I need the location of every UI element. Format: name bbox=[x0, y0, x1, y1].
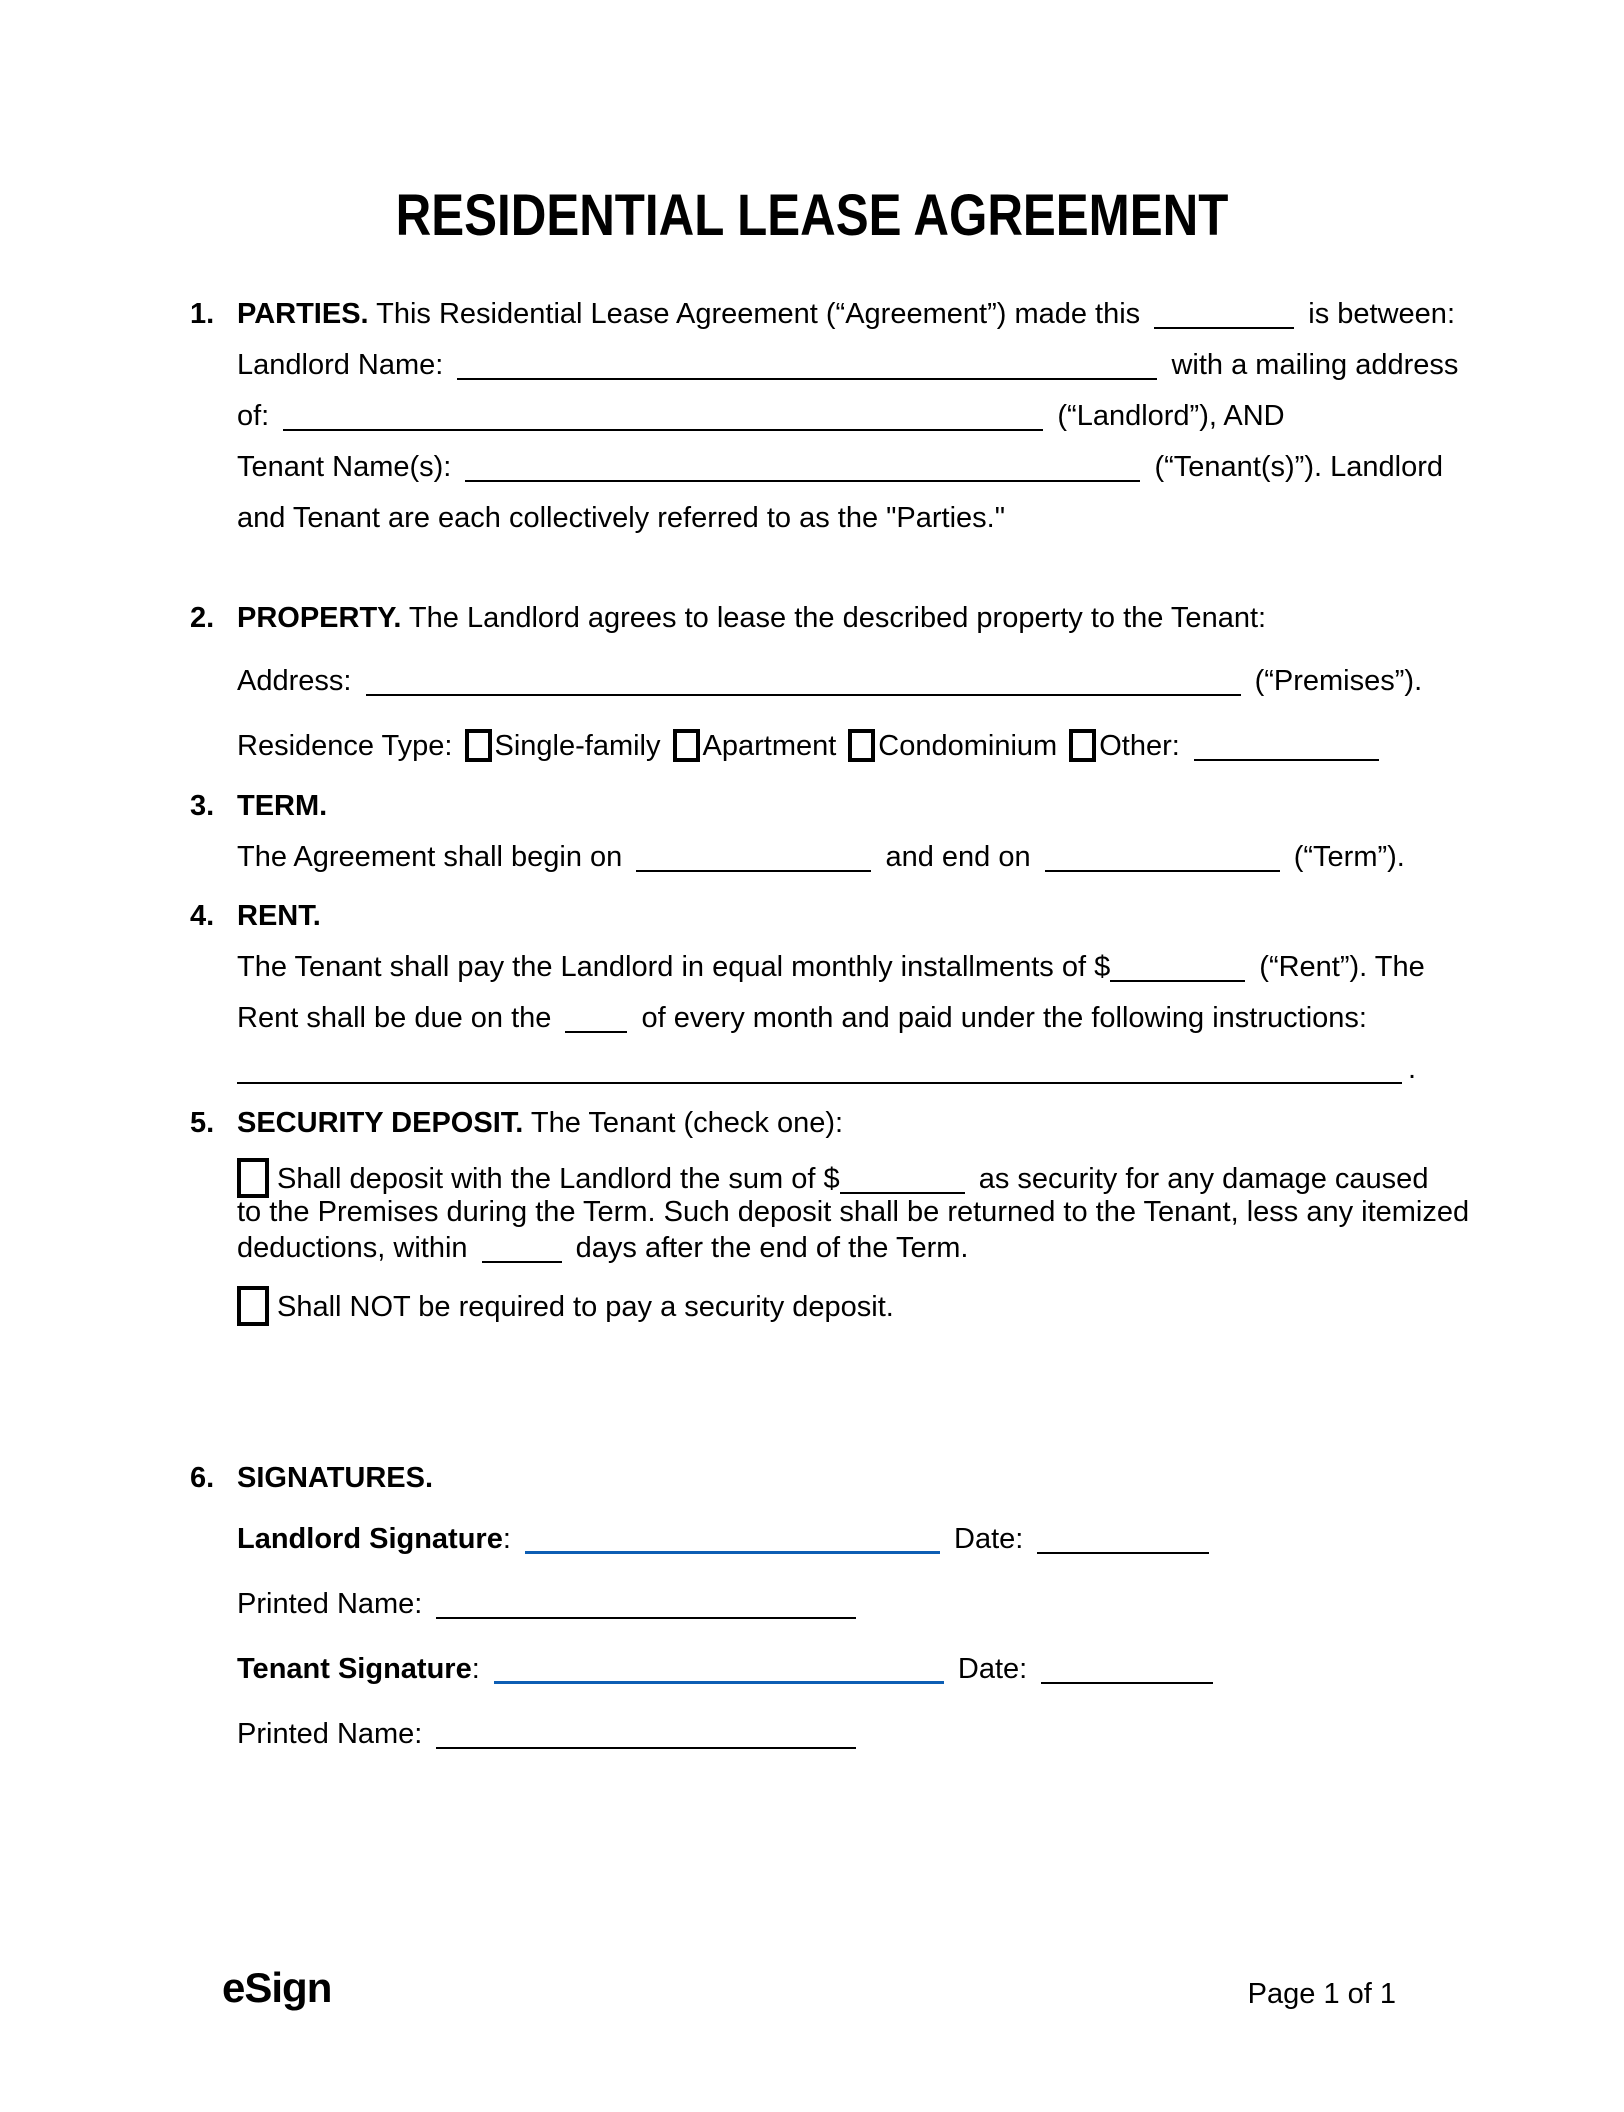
deposit-option1-text-1: Shall deposit with the Landlord the sum of $ bbox=[277, 1163, 840, 1195]
landlord-printed-name-label: Printed Name: bbox=[237, 1588, 423, 1620]
tenant-signature-line bbox=[237, 1644, 1213, 1695]
blank-landlord-address[interactable] bbox=[283, 399, 1043, 431]
rent-text-3-end: . bbox=[1408, 1053, 1417, 1085]
blank-tenant-names[interactable] bbox=[465, 450, 1140, 482]
section-number-property: 2. bbox=[190, 602, 215, 634]
checkbox-no-deposit[interactable] bbox=[237, 1286, 269, 1326]
blank-deposit-amount[interactable] bbox=[840, 1162, 965, 1194]
term-line bbox=[237, 832, 1405, 883]
deposit-heading-line bbox=[190, 1098, 844, 1149]
blank-tenant-sign-date[interactable] bbox=[1041, 1652, 1213, 1684]
blank-landlord-name[interactable] bbox=[457, 348, 1157, 380]
checkbox-shall-deposit[interactable] bbox=[237, 1158, 269, 1198]
blank-payment-instructions[interactable] bbox=[237, 1052, 1402, 1084]
term-heading-line bbox=[190, 781, 328, 832]
tenant-name-label: Tenant Name(s): bbox=[237, 451, 452, 483]
parties-text-1: This Residential Lease Agreement (“Agreement”) made this bbox=[376, 298, 1141, 330]
esign-logo: eSign bbox=[222, 1964, 332, 2011]
blank-property-address[interactable] bbox=[366, 664, 1241, 696]
term-end-text: (“Term”). bbox=[1293, 841, 1405, 873]
property-address-line bbox=[237, 656, 1422, 707]
blank-landlord-sign-date[interactable] bbox=[1037, 1522, 1209, 1554]
blank-residence-other[interactable] bbox=[1194, 729, 1379, 761]
parties-line-4 bbox=[237, 442, 1443, 493]
deposit-option2-line bbox=[237, 1282, 894, 1333]
blank-rent-amount[interactable] bbox=[1110, 950, 1245, 982]
deposit-option1-line-1 bbox=[237, 1158, 1428, 1198]
rent-text-2: Rent shall be due on the bbox=[237, 1002, 552, 1034]
property-heading-line bbox=[190, 593, 1267, 644]
document-title: RESIDENTIAL LEASE AGREEMENT bbox=[395, 183, 1229, 248]
blank-rent-due-day[interactable] bbox=[565, 1001, 627, 1033]
parties-line-2 bbox=[237, 340, 1458, 391]
residence-option-condominium: Condominium bbox=[878, 730, 1058, 762]
residence-option-other: Other: bbox=[1099, 730, 1180, 762]
property-address-label: Address: bbox=[237, 665, 352, 697]
section-heading-rent: RENT. bbox=[237, 900, 321, 932]
section-number-deposit: 5. bbox=[190, 1107, 215, 1139]
parties-text-5: and Tenant are each collectively referred to as the "Parties." bbox=[237, 502, 1006, 534]
rent-text-1-end: (“Rent”). The bbox=[1259, 951, 1425, 983]
landlord-address-label: of: bbox=[237, 400, 270, 432]
rent-line-3 bbox=[237, 1044, 1416, 1095]
parties-line-3 bbox=[237, 391, 1285, 442]
landlord-name-label: Landlord Name: bbox=[237, 349, 444, 381]
deposit-heading-rest: The Tenant (check one): bbox=[530, 1107, 844, 1139]
section-heading-property: PROPERTY. bbox=[237, 602, 402, 634]
rent-text-2-end: of every month and paid under the following instructions: bbox=[641, 1002, 1367, 1034]
residence-option-apartment: Apartment bbox=[702, 730, 837, 762]
section-heading-parties: PARTIES. bbox=[237, 298, 369, 330]
blank-term-end-date[interactable] bbox=[1045, 840, 1280, 872]
rent-heading-line bbox=[190, 891, 321, 942]
blank-deposit-return-days[interactable] bbox=[482, 1231, 562, 1263]
parties-line-5 bbox=[237, 493, 1005, 544]
parties-text-3-end: (“Landlord”), AND bbox=[1057, 400, 1285, 432]
property-address-end: (“Premises”). bbox=[1254, 665, 1423, 697]
blank-landlord-printed-name[interactable] bbox=[436, 1587, 856, 1619]
section-number-parties: 1. bbox=[190, 298, 215, 330]
section-heading-signatures: SIGNATURES. bbox=[237, 1462, 434, 1494]
section-number-term: 3. bbox=[190, 790, 215, 822]
deposit-option2-text: Shall NOT be required to pay a security deposit. bbox=[277, 1291, 894, 1323]
residence-type-label: Residence Type: bbox=[237, 730, 453, 762]
parties-text-2-end: with a mailing address bbox=[1171, 349, 1459, 381]
tenant-signature-label: Tenant Signature bbox=[237, 1653, 472, 1685]
signatures-heading-line bbox=[190, 1453, 434, 1504]
landlord-signature-line bbox=[237, 1514, 1209, 1565]
tenant-printed-name-line bbox=[237, 1709, 856, 1760]
property-heading-rest: The Landlord agrees to lease the described property to the Tenant: bbox=[408, 602, 1267, 634]
blank-term-start-date[interactable] bbox=[636, 840, 871, 872]
rent-line-2 bbox=[237, 993, 1367, 1044]
parties-line-1 bbox=[190, 289, 1455, 340]
section-number-signatures: 6. bbox=[190, 1462, 215, 1494]
tenant-date-label: Date: bbox=[957, 1653, 1028, 1685]
checkbox-condominium[interactable] bbox=[848, 729, 875, 762]
checkbox-apartment[interactable] bbox=[673, 729, 700, 762]
deposit-option1-text-1-end: as security for any damage caused bbox=[978, 1163, 1429, 1195]
term-begin-text: The Agreement shall begin on bbox=[237, 841, 623, 873]
landlord-date-label: Date: bbox=[954, 1523, 1024, 1555]
deposit-option1-text-3: deductions, within bbox=[237, 1232, 468, 1264]
landlord-printed-name-line bbox=[237, 1579, 856, 1630]
signature-line-tenant[interactable] bbox=[494, 1651, 944, 1684]
residence-option-single-family: Single-family bbox=[494, 730, 661, 762]
page-number: Page 1 of 1 bbox=[1247, 1978, 1396, 2010]
signature-line-landlord[interactable] bbox=[525, 1521, 940, 1554]
tenant-printed-name-label: Printed Name: bbox=[237, 1718, 423, 1750]
rent-text-1: The Tenant shall pay the Landlord in equal monthly installments of $ bbox=[237, 951, 1111, 983]
term-middle-text: and end on bbox=[885, 841, 1031, 873]
blank-agreement-date[interactable] bbox=[1154, 297, 1294, 329]
blank-tenant-printed-name[interactable] bbox=[436, 1717, 856, 1749]
landlord-signature-label: Landlord Signature bbox=[237, 1523, 503, 1555]
residence-type-line bbox=[237, 721, 1379, 772]
section-heading-deposit: SECURITY DEPOSIT. bbox=[237, 1107, 524, 1139]
rent-line-1 bbox=[237, 942, 1425, 993]
deposit-option1-text-3-end: days after the end of the Term. bbox=[575, 1232, 969, 1264]
section-heading-term: TERM. bbox=[237, 790, 328, 822]
section-number-rent: 4. bbox=[190, 900, 215, 932]
deposit-option1-line-2 bbox=[237, 1194, 1469, 1230]
checkbox-other[interactable] bbox=[1069, 729, 1096, 762]
parties-text-1-end: is between: bbox=[1308, 298, 1455, 330]
colon: : bbox=[502, 1523, 511, 1555]
parties-text-4-end: (“Tenant(s)”). Landlord bbox=[1154, 451, 1443, 483]
colon-2: : bbox=[471, 1653, 480, 1685]
checkbox-single-family[interactable] bbox=[465, 729, 492, 762]
deposit-option1-text-2: to the Premises during the Term. Such deposit shall be returned to the Tenant, less any itemized bbox=[237, 1196, 1470, 1228]
deposit-option1-line-3 bbox=[237, 1230, 968, 1266]
